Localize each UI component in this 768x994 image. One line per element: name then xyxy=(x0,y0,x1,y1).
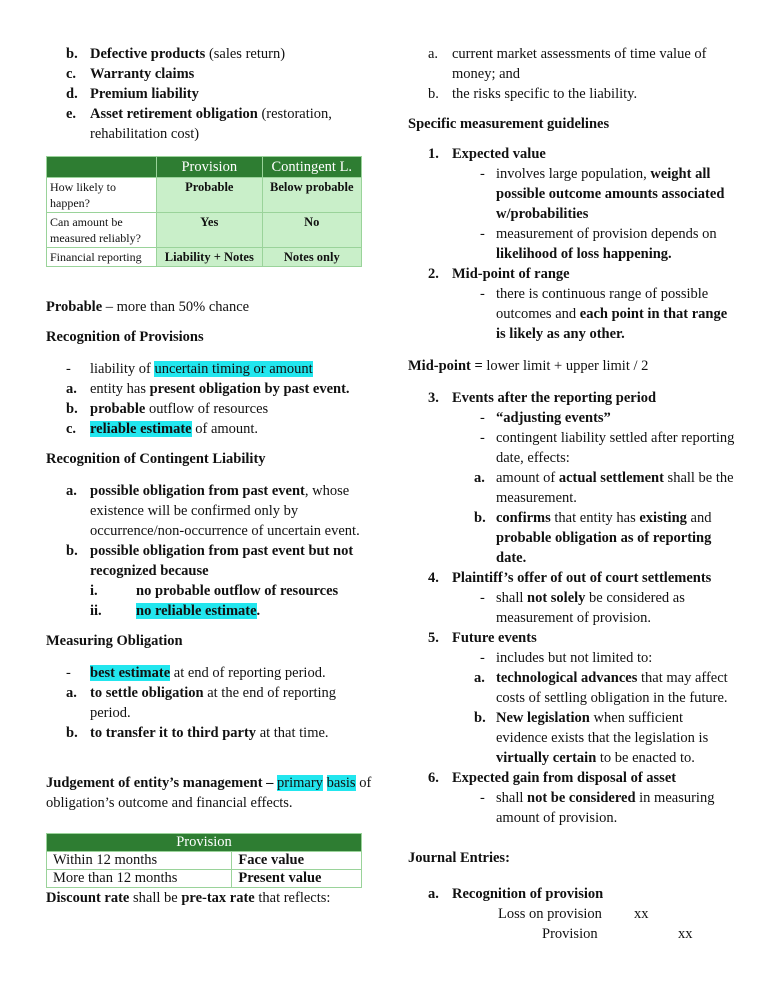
recognition-contingent-heading: Recognition of Contingent Liability xyxy=(46,451,266,467)
table-header-contingent: Contingent L. xyxy=(262,157,361,178)
provision-types-list xyxy=(46,44,376,144)
list-item: a. to settle obligation at the end of reporting period. xyxy=(66,685,337,721)
guidelines-heading: Specific measurement guidelines xyxy=(408,116,610,132)
list-item: b. confirms that entity has existing and probable obligation as of reporting date. xyxy=(474,510,712,566)
list-item: a. current market assessments of time value of money; and xyxy=(428,46,707,82)
guidelines-list-continued xyxy=(408,388,738,828)
guidelines-list xyxy=(408,144,738,344)
list-item: - liability of uncertain timing or amount xyxy=(66,361,313,377)
list-item: - shall not solely be considered as measurement of provision. xyxy=(480,590,685,626)
recognition-provisions-list xyxy=(46,359,376,439)
list-item: a. technological advances that may affect costs of settling obligation in the future. xyxy=(474,670,728,706)
midpoint-formula: Mid-point = lower limit + upper limit / 2 xyxy=(408,358,649,374)
probable-definition: Probable – more than 50% chance xyxy=(46,299,250,315)
list-item: - measurement of provision depends on likelihood of loss happening. xyxy=(480,226,717,262)
list-item: - contingent liability settled after reporting date, effects: xyxy=(480,430,735,466)
table-corner xyxy=(47,157,157,178)
left-column xyxy=(46,44,376,908)
list-item: - there is continuous range of possible outcomes and each point in that range is likely as any other. xyxy=(480,286,728,342)
list-item: i. no probable outflow of resources xyxy=(90,583,339,599)
provision-valuation-table xyxy=(46,833,362,888)
measuring-obligation-heading: Measuring Obligation xyxy=(46,633,183,649)
list-item: 2. Mid-point of range xyxy=(428,266,570,282)
provision-vs-contingent-table xyxy=(46,156,362,267)
discount-rate-line: Discount rate shall be pre-tax rate that reflects: xyxy=(46,890,331,906)
list-item: b. probable outflow of resources xyxy=(66,401,269,417)
table-row: How likely to happen? Probable Below probable xyxy=(47,178,362,213)
recognition-contingent-list xyxy=(46,481,376,621)
table-row: Within 12 months Face value xyxy=(47,852,362,870)
journal-debit-line: Loss on provision xx xyxy=(498,906,649,922)
list-item: b. to transfer it to third party at that time. xyxy=(66,725,329,741)
list-item: b. the risks specific to the liability. xyxy=(428,86,638,102)
list-item: d. Premium liability xyxy=(66,86,199,102)
right-column xyxy=(408,44,738,944)
list-item: 5. Future events xyxy=(428,630,537,646)
list-item: c. reliable estimate of amount. xyxy=(66,421,259,437)
list-item: ii. no reliable estimate. xyxy=(90,603,261,619)
list-item: 4. Plaintiff’s offer of out of court settlements xyxy=(428,570,712,586)
list-item: b. Defective products (sales return) xyxy=(66,46,286,62)
list-item: - involves large population, weight all possible outcome amounts associated w/probabilities xyxy=(480,166,725,222)
table-header: Provision xyxy=(47,834,362,852)
table-header-provision: Provision xyxy=(157,157,263,178)
journal-entries-heading: Journal Entries: xyxy=(408,850,510,866)
table-row: Financial reporting Liability + Notes Notes only xyxy=(47,248,362,267)
list-item: e. Asset retirement obligation (restoration, rehabilitation cost) xyxy=(66,106,332,142)
journal-credit-line: Provision xx xyxy=(542,926,693,942)
list-item: 6. Expected gain from disposal of asset xyxy=(428,770,677,786)
list-item: a. possible obligation from past event, whose existence will be confirmed only by occurrence/non-occurrence of uncertain event. xyxy=(66,483,360,539)
discount-reflects-list xyxy=(408,44,738,104)
list-item: a. amount of actual settlement shall be the measurement. xyxy=(474,470,734,506)
list-item: - includes but not limited to: xyxy=(480,650,653,666)
list-item: c. Warranty claims xyxy=(66,66,195,82)
measuring-obligation-list xyxy=(46,663,376,743)
list-item: a. Recognition of provision xyxy=(428,886,604,902)
list-item: 3. Events after the reporting period xyxy=(428,390,657,406)
list-item: b. possible obligation from past event but not recognized because xyxy=(66,543,354,579)
list-item: a. entity has present obligation by past event. xyxy=(66,381,350,397)
table-row: More than 12 months Present value xyxy=(47,870,362,888)
list-item: - shall not be considered in measuring amount of provision. xyxy=(480,790,715,826)
table-row: Can amount be measured reliably? Yes No xyxy=(47,213,362,248)
list-item: - best estimate at end of reporting period. xyxy=(66,665,326,681)
recognition-provisions-heading: Recognition of Provisions xyxy=(46,329,204,345)
list-item: - “adjusting events” xyxy=(480,410,611,426)
judgement-paragraph: Judgement of entity’s management – primary basis of obligation’s outcome and financial effects. xyxy=(46,775,372,811)
list-item: 1. Expected value xyxy=(428,146,546,162)
journal-entry-recognition xyxy=(408,884,738,944)
list-item: b. New legislation when sufficient evidence exists that the legislation is virtually certain to be enacted to. xyxy=(474,710,709,766)
